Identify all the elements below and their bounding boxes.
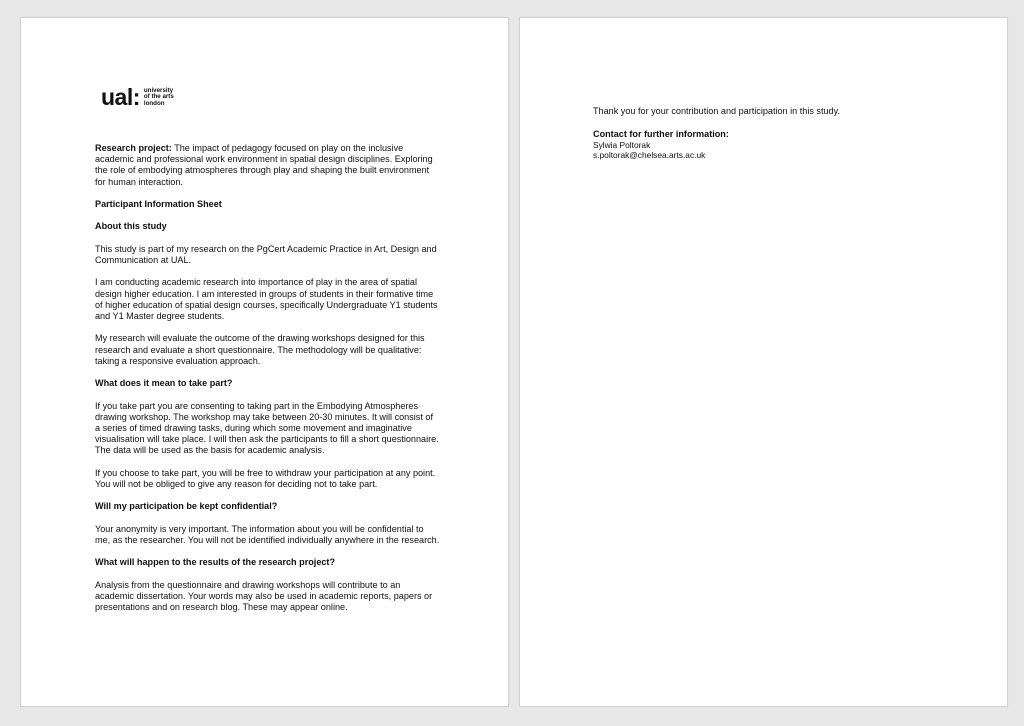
- ual-logo: [101, 86, 174, 109]
- thanks-text: Thank you for your contribution and participation in this study.: [593, 106, 841, 116]
- document-page-1: [20, 17, 509, 707]
- research-project-label: Research project:: [95, 143, 172, 153]
- about-paragraph-3: My research will evaluate the outcome of the drawing workshops designed for this research and evaluate a short questionnaire. The methodology will be qualitative: taking a responsive evaluation approach.: [95, 333, 425, 366]
- logo-line-3: london: [143, 99, 165, 107]
- sheet-title: Participant Information Sheet: [95, 199, 222, 209]
- logo-line-2: of the arts: [143, 93, 174, 101]
- page-2-content: [593, 106, 953, 160]
- results-paragraph: Analysis from the questionnaire and drawing workshops will contribute to an academic dissertation. Your words may also be used in academic reports, papers or presentations and on research blog. These may appear online.: [95, 579, 433, 613]
- take-part-heading: What does it mean to take part?: [95, 378, 233, 389]
- take-part-paragraph-2: If you choose to take part, you will be free to withdraw your participation at any point. You will not be obliged to give any reason for deciding not to take part.: [95, 467, 436, 489]
- contact-email: s.poltorak@chelsea.arts.ac.uk: [593, 150, 706, 161]
- about-heading: About this study: [95, 221, 167, 232]
- research-project-paragraph: [95, 143, 440, 188]
- research-project-text: The impact of pedagogy focused on play on the inclusive academic and professional work environment in spatial design disciplines. Exploring the role of embodying atmospheres through play and shaping the built environment for human interaction.: [95, 143, 433, 187]
- about-paragraph-1: This study is part of my research on the PgCert Academic Practice in Art, Design and Communication at UAL.: [95, 243, 437, 265]
- contact-name: Sylwia Poltorak: [593, 139, 651, 150]
- contact-heading: Contact for further information:: [593, 128, 729, 139]
- document-page-2: [519, 17, 1008, 707]
- page-1-content: [95, 143, 440, 625]
- ual-logo-wordmark: [144, 88, 174, 107]
- ual-logo-mark: ual:: [101, 84, 140, 110]
- logo-line-1: university: [143, 86, 174, 94]
- results-heading: What will happen to the results of the research project?: [95, 557, 336, 568]
- about-paragraph-2: I am conducting academic research into importance of play in the area of spatial design higher education. I am interested in groups of students in their formative time of higher education of spatial design courses, specifically Undergraduate Y1 students and Y1 Master degree students.: [95, 277, 438, 321]
- confidential-heading: Will my participation be kept confidential?: [95, 501, 278, 512]
- confidential-paragraph: Your anonymity is very important. The information about you will be confidential to me, as the researcher. You will not be identified individually anywhere in the research.: [95, 523, 440, 545]
- take-part-paragraph-1: If you take part you are consenting to taking part in the Embodying Atmospheres drawing workshop. The workshop may take between 20-30 minutes. It will consist of a series of timed drawing tasks, during which some movement and imaginative visualisation will take place. I will then ask the participants to fill a short questionnaire. The data will be used as the basis for academic analysis.: [95, 400, 439, 456]
